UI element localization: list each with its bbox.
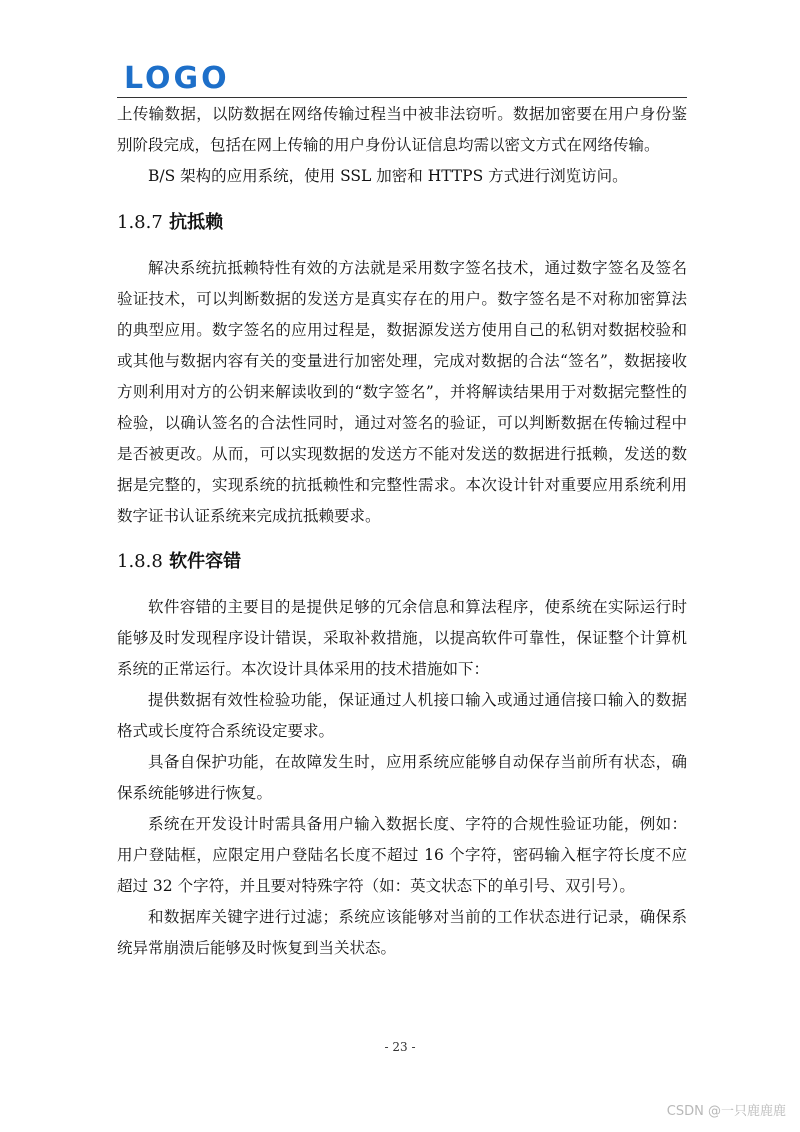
paragraph: 和数据库关键字进行过滤；系统应该能够对当前的工作状态进行记录，确保系统异常崩溃后能够及时恢复到当关状态。 bbox=[117, 908, 687, 957]
section-heading bbox=[117, 544, 687, 580]
paragraph: 系统在开发设计时需具备用户输入数据长度、字符的合规性验证功能，例如：用户登陆框，应限定用户登陆名长度不超过 16 个字符，密码输入框字符长度不应超过 32 个字符，并且要对特殊字符（如：英文状态下的单引号、双引号）。 bbox=[117, 815, 687, 895]
logo: LOGO bbox=[124, 61, 230, 96]
watermark: CSDN @一只鹿鹿鹿 bbox=[666, 1104, 786, 1119]
paragraph: 提供数据有效性检验功能，保证通过人机接口输入或通过通信接口输入的数据格式或长度符合系统设定要求。 bbox=[117, 691, 687, 740]
paragraph: 上传输数据，以防数据在网络传输过程当中被非法窃听。数据加密要在用户身份鉴别阶段完成，包括在网上传输的用户身份认证信息均需以密文方式在网络传输。 bbox=[117, 105, 687, 154]
section-title: 抗抵赖 bbox=[169, 212, 224, 233]
document-body bbox=[117, 99, 687, 964]
paragraph: 软件容错的主要目的是提供足够的冗余信息和算法程序，使系统在实际运行时能够及时发现程序设计错误，采取补救措施，以提高软件可靠性，保证整个计算机系统的正常运行。本次设计具体采用的技术措施如下： bbox=[117, 598, 687, 678]
page-number: - 23 - bbox=[384, 1040, 416, 1054]
paragraph: 解决系统抗抵赖特性有效的方法就是采用数字签名技术，通过数字签名及签名验证技术，可以判断数据的发送方是真实存在的用户。数字签名是不对称加密算法的典型应用。数字签名的应用过程是，数据源发送方使用自己的私钥对数据校验和或其他与数据内容有关的变量进行加密处理，完成对数据的合法“签名”，数据接收方则利用对方的公钥来解读收到的“数字签名”，并将解读结果用于对数据完整性的检验，以确认签名的合法性同时，通过对签名的验证，可以判断数据在传输过程中是否被更改。从而，可以实现数据的发送方不能对发送的数据进行抵赖，发送的数据是完整的，实现系统的抗抵赖性和完整性需求。本次设计针对重要应用系统利用数字证书认证系统来完成抗抵赖要求。 bbox=[117, 259, 687, 525]
header-rule bbox=[117, 97, 687, 98]
section-title: 软件容错 bbox=[169, 551, 242, 572]
section-number: 1.8.8 bbox=[117, 551, 163, 572]
section-number: 1.8.7 bbox=[117, 212, 163, 233]
paragraph: B/S 架构的应用系统，使用 SSL 加密和 HTTPS 方式进行浏览访问。 bbox=[148, 167, 628, 185]
section-heading bbox=[117, 205, 687, 241]
paragraph: 具备自保护功能，在故障发生时，应用系统应能够自动保存当前所有状态，确保系统能够进行恢复。 bbox=[117, 753, 687, 802]
